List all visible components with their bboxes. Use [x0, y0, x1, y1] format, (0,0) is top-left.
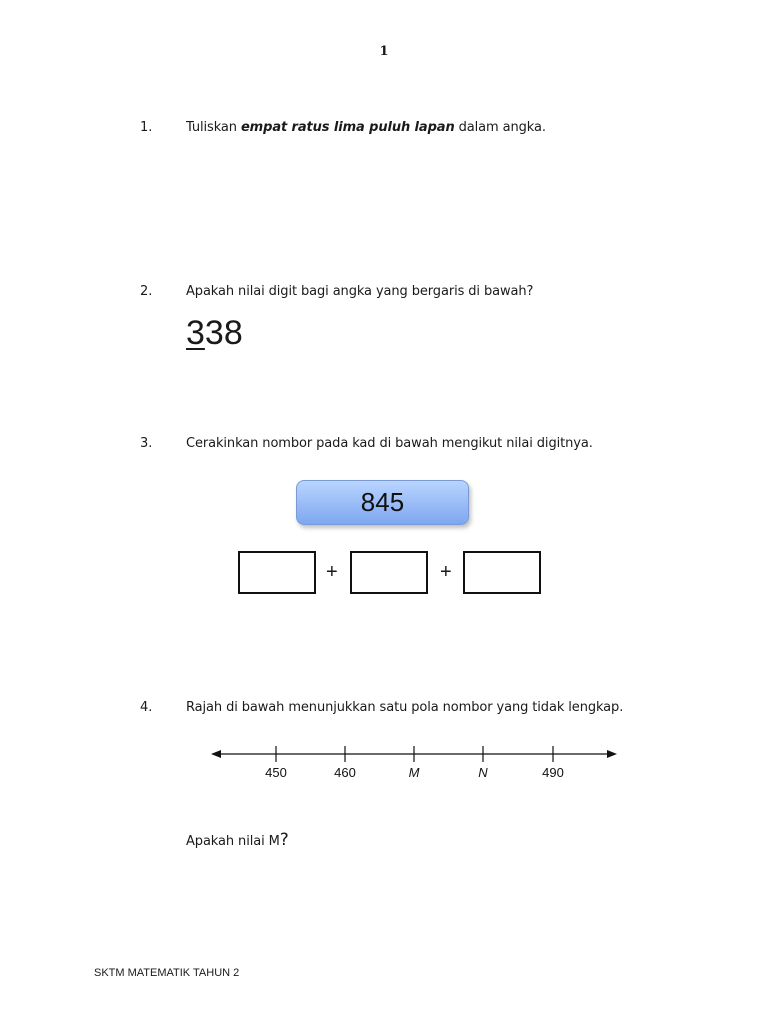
label-460: 460	[334, 765, 356, 780]
question-3-number: 3.	[140, 436, 153, 451]
page-number: 1	[379, 44, 389, 59]
underlined-digit: 3	[186, 314, 205, 352]
answer-box-1[interactable]	[238, 551, 316, 594]
answer-box-2[interactable]	[350, 551, 428, 594]
question-4-followup: Apakah nilai M?	[186, 830, 289, 850]
label-490: 490	[542, 765, 564, 780]
footer-title: SKTM MATEMATIK TAHUN 2	[94, 967, 240, 979]
question-4-number: 4.	[140, 700, 153, 715]
question-1-number: 1.	[140, 120, 153, 135]
question-3-text: Cerakinkan nombor pada kad di bawah mengikut nilai digitnya.	[186, 436, 593, 451]
label-n: N	[478, 765, 488, 780]
plus-sign-2: +	[440, 561, 452, 583]
label-450: 450	[265, 765, 287, 780]
label-m: M	[408, 765, 420, 780]
question-2-number: 2.	[140, 284, 153, 299]
number-card: 845	[296, 480, 469, 525]
left-arrow-icon	[211, 750, 221, 758]
question-1-emphasis: empat ratus lima puluh lapan	[240, 120, 455, 135]
underlined-number: 338	[186, 314, 243, 352]
answer-box-3[interactable]	[463, 551, 541, 594]
right-arrow-icon	[607, 750, 617, 758]
question-1-text: Tuliskan empat ratus lima puluh lapan dalam angka.	[186, 120, 546, 135]
number-line	[205, 740, 625, 790]
question-4-text: Rajah di bawah menunjukkan satu pola nombor yang tidak lengkap.	[186, 700, 624, 715]
question-2-text: Apakah nilai digit bagi angka yang bergaris di bawah?	[186, 284, 534, 299]
plus-sign-1: +	[326, 561, 338, 583]
